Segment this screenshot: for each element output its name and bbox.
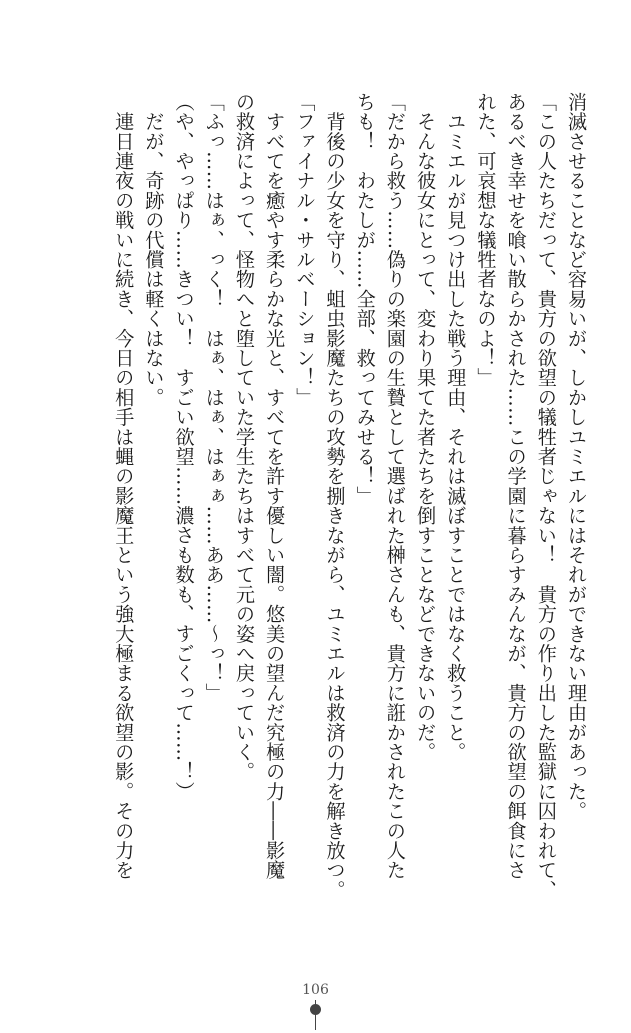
text-line: （や、やっぱり……きつい！ すごい欲望……濃さも数も、すごくって……！） [172,92,196,802]
text-line: すべてを癒やす柔らかな光と、すべてを許す優しい闇。悠美の望んだ究極の力――影魔 [263,92,287,880]
text-line: ユミエルが見つけ出した戦う理由、それは滅ぼすことではなく救うこと。 [444,92,468,762]
text-line: れた、可哀想な犠牲者なのよ！」 [474,92,498,388]
text-line: 消滅させることなど容易いが、しかしユミエルにはそれができない理由があった。 [565,92,588,821]
vertical-text-body [31,92,591,952]
text-line: ちも！ わたしが……全部、救ってみせる！」 [353,92,377,506]
text-line: あるべき幸せを喰い散らかされた……この学園に暮らすみんなが、貴方の欲望の餌食にさ [504,92,528,880]
text-line: だが、奇跡の代償は軽くはない。 [142,92,166,408]
text-line: 「だから救う……偽りの楽園の生贄として選ばれた榊さんも、貴方に誑かされたこの人た [383,92,407,880]
text-line: 背後の少女を守り、蛆虫影魔たちの攻勢を捌きながら、ユミエルは救済の力を解き放つ。 [323,92,347,900]
text-line: 「この人たちだって、貴方の欲望の犠牲者じゃない！ 貴方の作り出した監獄に囚われて、 [534,92,558,900]
text-line: そんな彼女にとって、変わり果てた者たちを倒すことなどできないのだ。 [414,92,438,762]
page-number: 106 [302,982,329,998]
text-line: 連日連夜の戦いに続き、今日の相手は蝿の影魔王という強大極まる欲望の影。その力を [112,92,136,880]
page-marker-dot [310,1004,321,1015]
text-line: 「ファイナル・サルベーション！」 [293,92,317,408]
text-line: 「ふっ……はぁ、っく！ はぁ、はぁ、はぁぁ……ああ……～っ！」 [202,92,226,703]
text-line: の救済によって、怪物へと堕していた学生たちはすべて元の姿へ戻っていく。 [232,92,256,782]
